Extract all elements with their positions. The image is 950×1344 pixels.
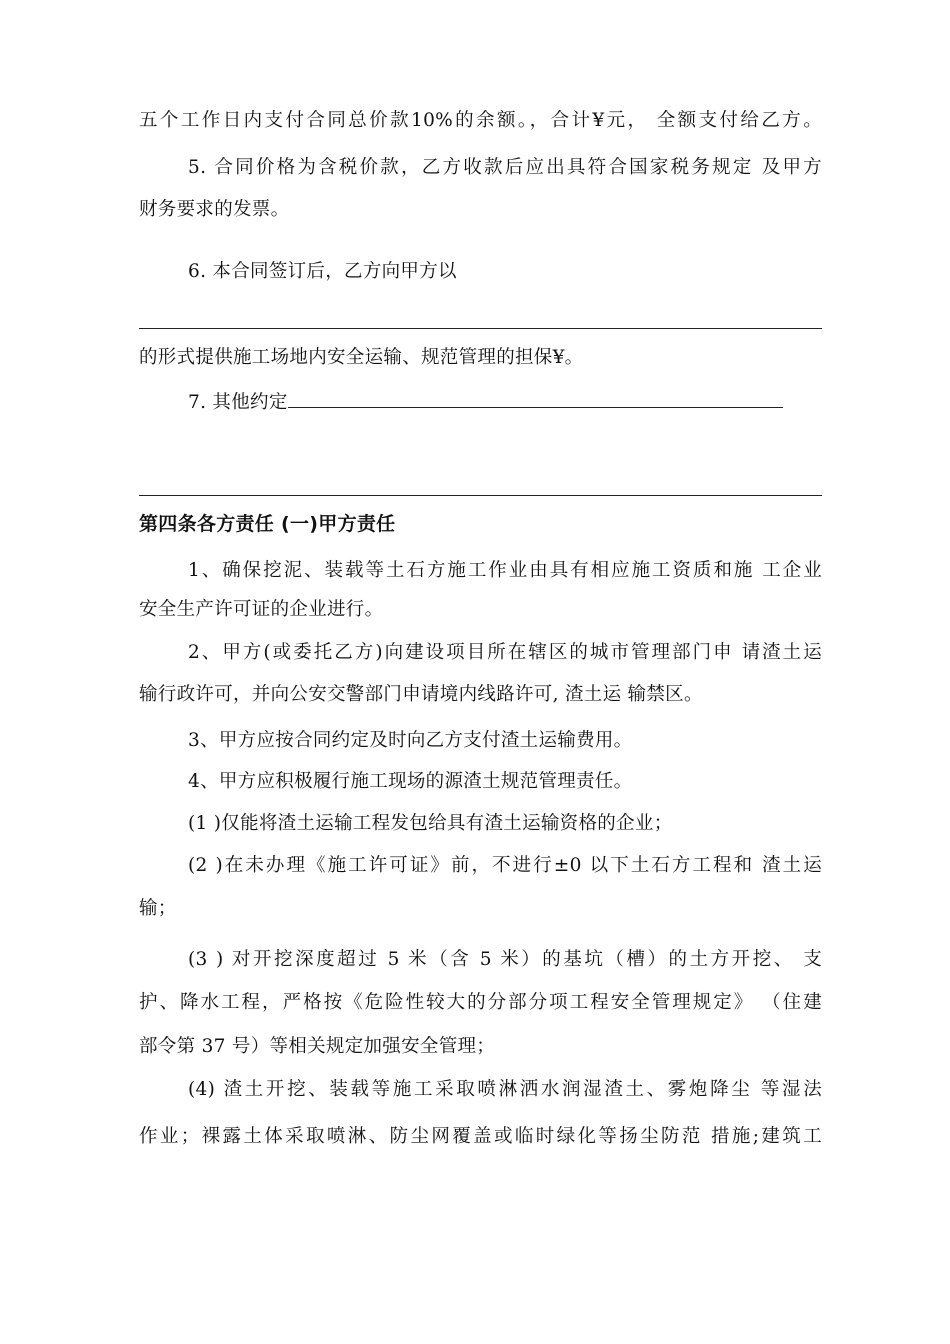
duty-4-line: 4、甲方应积极履行施工现场的源渣土规范管理责任。 — [188, 771, 633, 792]
duty-4-item-3-line-1: (3 ) 对开挖深度超过 5 米（含 5 米）的基坑（槽）的土方开挖、 支 — [188, 949, 822, 970]
duty-4-item-2-line-1: (2 )在未办理《施工许可证》前，不进行±0 以下土石方工程和 渣土运 — [188, 855, 822, 876]
duty-4-item-1: (1 )仅能将渣土运输工程发包给具有渣土运输资格的企业； — [188, 813, 673, 834]
fill-in-blank-underline — [288, 389, 783, 408]
clause-7-line — [188, 389, 822, 416]
duty-3-line: 3、甲方应按合同约定及时向乙方支付渣土运输费用。 — [188, 730, 633, 751]
clause-5-line-2: 财务要求的发票。 — [139, 199, 290, 220]
clause-6-line-1: 6. 本合同签订后，乙方向甲方以 — [188, 261, 457, 282]
duty-1-line-2: 安全生产许可证的企业进行。 — [139, 599, 384, 620]
duty-1-line-1: 1、确保挖泥、装载等土石方施工作业由具有相应施工资质和施 工企业 — [188, 560, 822, 581]
duty-2-line-1: 2、甲方(或委托乙方)向建设项目所在辖区的城市管理部门申 请渣土运 — [188, 642, 822, 663]
fill-in-blank-rule — [139, 328, 822, 329]
paragraph-line: 五个工作日内支付合同总价款10%的余额。，合计¥元， 全额支付给乙方。 — [139, 110, 822, 131]
clause-5-line-1: 5. 合同价格为含税价款，乙方收款后应出具符合国家税务规定 及甲方 — [188, 157, 822, 178]
duty-2-line-2: 输行政许可，并向公安交警部门申请境内线路许可, 渣土运 输禁区。 — [139, 684, 703, 705]
duty-4-item-3-line-2: 护、降水工程，严格按《危险性较大的分部分项工程安全管理规定》 （住建 — [139, 992, 822, 1013]
clause-7-label: 7. 其他约定 — [188, 392, 288, 413]
duty-4-item-3-line-3: 部令第 37 号）等相关规定加强安全管理； — [139, 1036, 496, 1057]
section-heading: 第四条各方责任 (一)甲方责任 — [139, 513, 396, 535]
duty-4-item-4-line-2: 作业；裸露土体采取喷淋、防尘网覆盖或临时绿化等扬尘防范 措施;建筑工 — [139, 1126, 822, 1147]
duty-4-item-4-line-1: (4) 渣土开挖、装载等施工采取喷淋洒水润湿渣土、雾炮降尘 等湿法 — [188, 1079, 822, 1100]
fill-in-blank-rule — [139, 495, 822, 496]
clause-6-line-2: 的形式提供施工场地内安全运输、规范管理的担保¥。 — [139, 347, 584, 368]
duty-4-item-2-line-2: 输； — [139, 898, 177, 919]
